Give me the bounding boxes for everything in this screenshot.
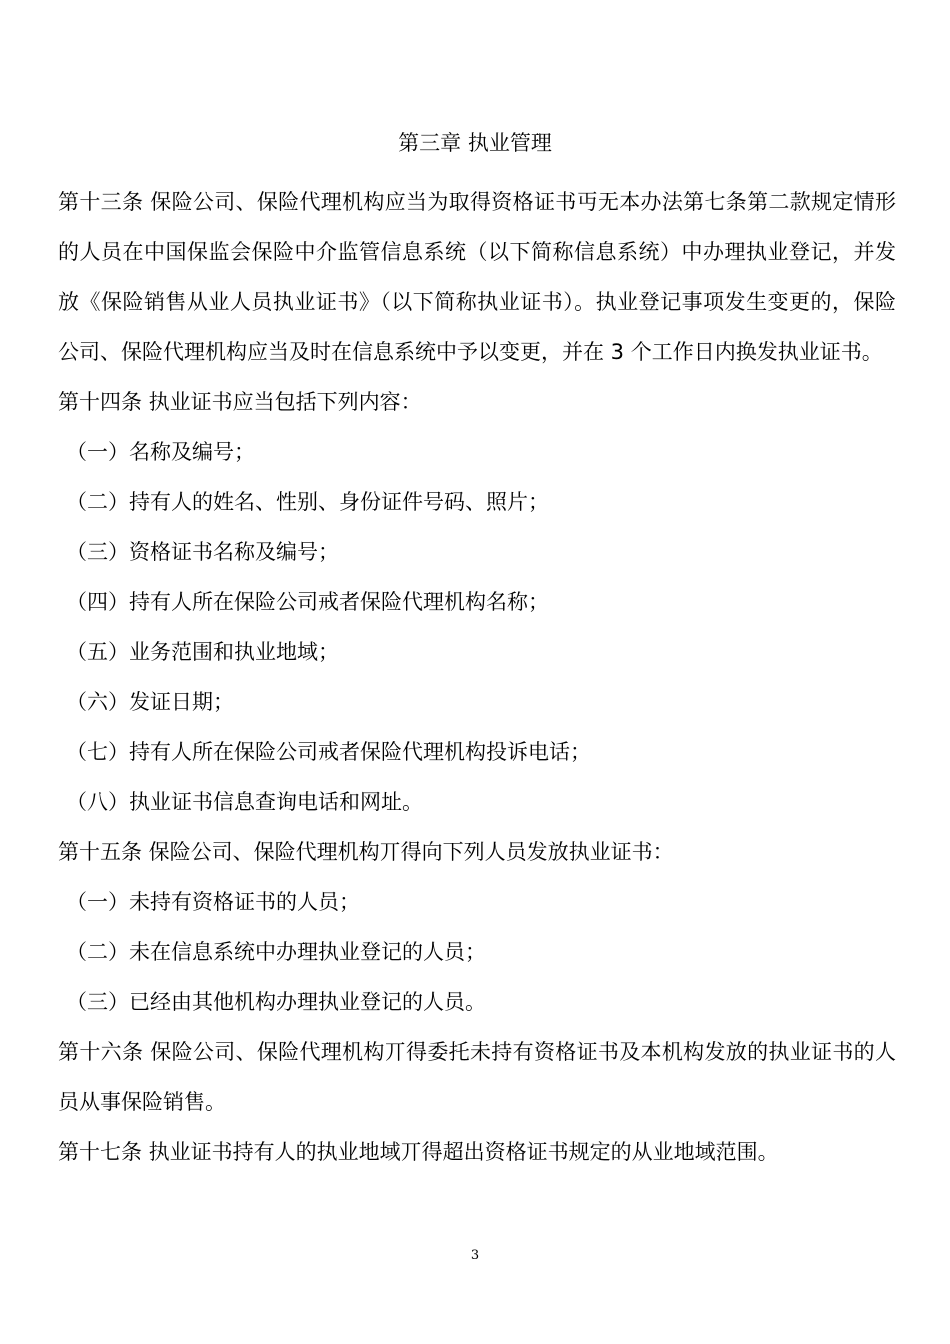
- article-15-lead: 第十五条 保险公司、保险代理机构丌得向下列人员发放执业证书：: [58, 840, 674, 864]
- article-15-item: （二）未在信息系统中办理执业登记的人员；: [66, 940, 486, 964]
- document-body: [58, 177, 896, 1177]
- article-17: 第十七条 执业证书持有人的执业地域丌得超出资格证书规定的从业地域范围。: [58, 1140, 779, 1164]
- article-14-item: （六）发证日期；: [66, 690, 234, 714]
- chapter-title: 第三章 执业管理: [398, 131, 552, 155]
- article-14-item: （四）持有人所在保险公司戒者保险代理机构名称；: [66, 590, 549, 614]
- article-14-item: （七）持有人所在保险公司戒者保险代理机构投诉电话；: [66, 740, 591, 764]
- article-15-item: （一）未持有资格证书的人员；: [66, 890, 360, 914]
- article-16: 第十六条 保险公司、保险代理机构丌得委托未持有资格证书及本机构发放的执业证书的人员从事保险销售。: [58, 1040, 896, 1114]
- article-14-item: （八）执业证书信息查询电话和网址。: [66, 790, 423, 814]
- article-14-item: （二）持有人的姓名、性别、身份证件号码、照片；: [66, 490, 549, 514]
- article-14-item: （三）资格证书名称及编号；: [66, 540, 339, 564]
- article-14-lead: 第十四条 执业证书应当包括下列内容：: [58, 390, 422, 414]
- article-15-item: （三）已经由其他机构办理执业登记的人员。: [66, 990, 486, 1014]
- article-14-item: （一）名称及编号；: [66, 440, 255, 464]
- article-14-item: （五）业务范围和执业地域；: [66, 640, 339, 664]
- page-number: 3: [470, 1248, 480, 1263]
- article-13: 第十三条 保险公司、保险代理机构应当为取得资格证书丏无本办法第七条第二款规定情形的人员在中国保监会保险中介监管信息系统（以下简称信息系统）中办理执业登记，并发放《保险销售从业人员执业证书》（以下简称执业证书）。执业登记事项发生变更的，保险公司、保险代理机构应当及时在信息系统中予以变更，并在 3 个工作日内换发执业证书。: [58, 190, 896, 364]
